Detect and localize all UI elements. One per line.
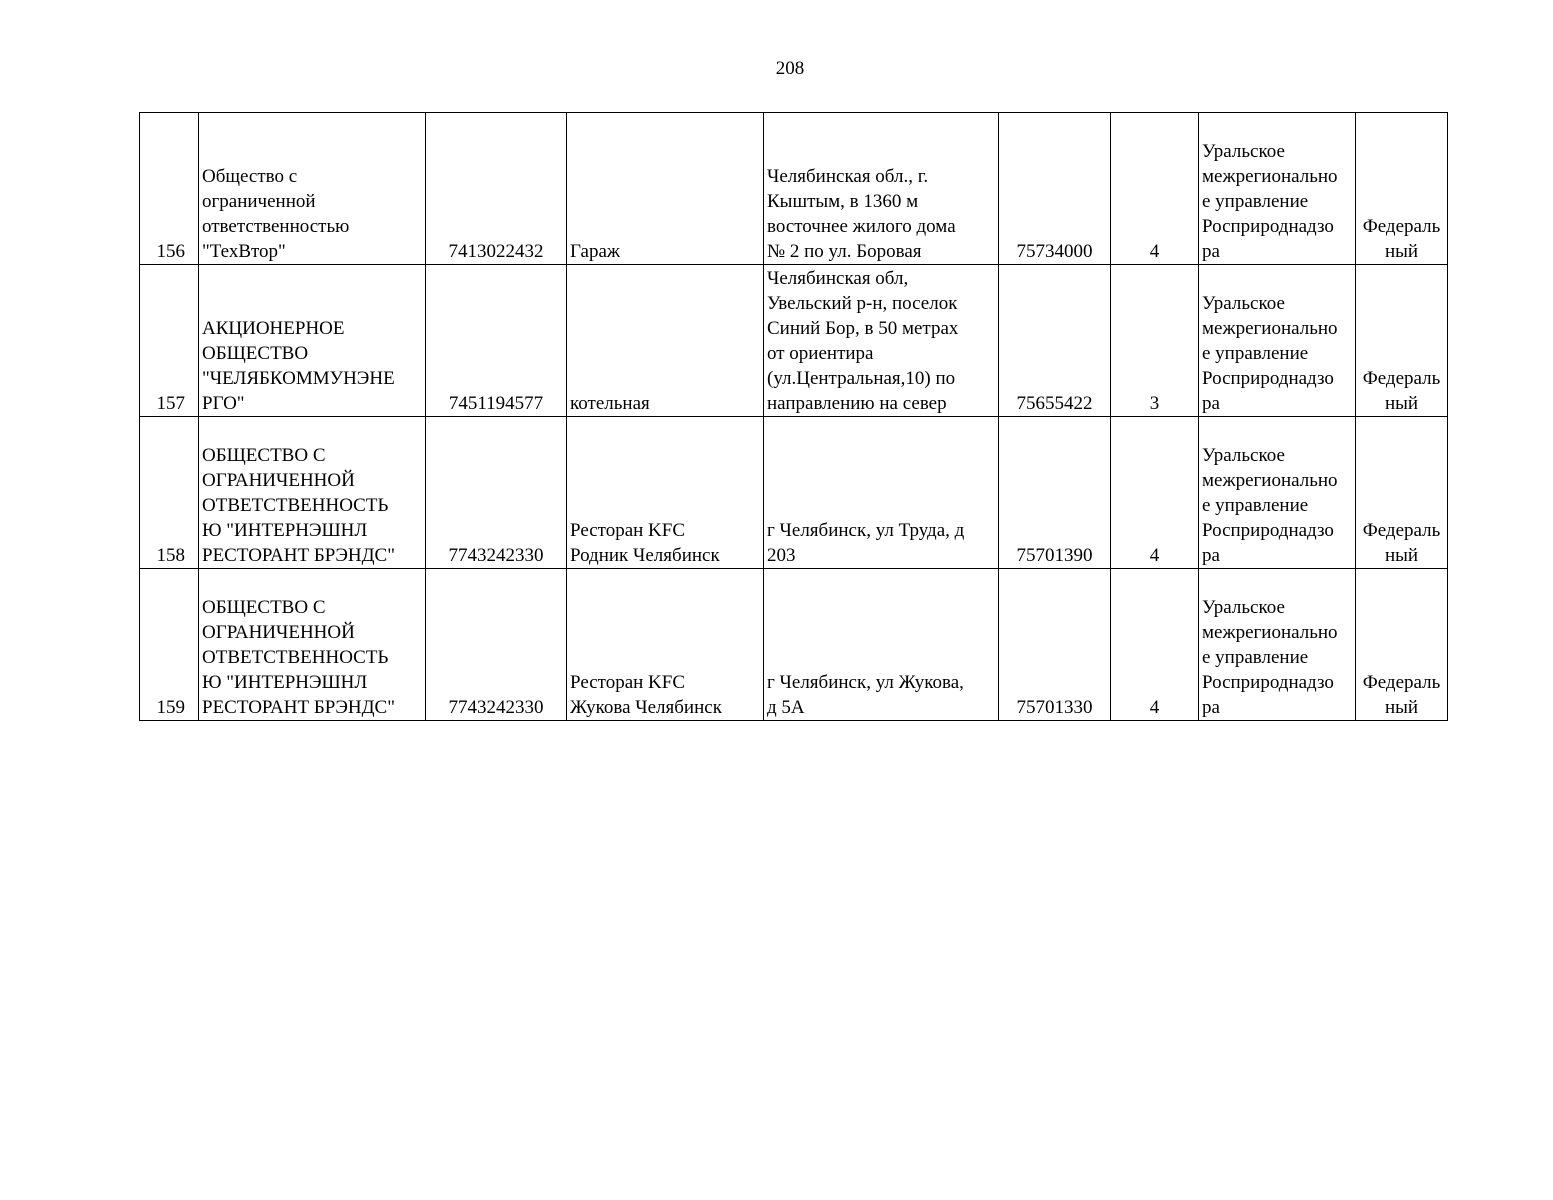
supervision-level: Федераль ный: [1356, 417, 1448, 569]
category: 4: [1111, 113, 1199, 265]
oktmo-code: 75655422: [999, 265, 1111, 417]
object-address: Челябинская обл, Увельский р-н, поселок Синий Бор, в 50 метрах от ориентира (ул.Центральная,10) по направлению на север: [764, 265, 999, 417]
supervision-level: Федераль ный: [1356, 113, 1448, 265]
table-row: [140, 569, 1448, 721]
category: 3: [1111, 265, 1199, 417]
registry-table: [139, 112, 1448, 721]
object-address: г Челябинск, ул Труда, д 203: [764, 417, 999, 569]
table-row: [140, 113, 1448, 265]
inn: 7413022432: [426, 113, 567, 265]
row-number: 159: [140, 569, 199, 721]
object-name: Гараж: [567, 113, 764, 265]
supervising-authority: Уральское межрегионально е управление Росприроднадзо ра: [1199, 417, 1356, 569]
category: 4: [1111, 417, 1199, 569]
supervision-level: Федераль ный: [1356, 569, 1448, 721]
inn: 7743242330: [426, 417, 567, 569]
table-row: [140, 265, 1448, 417]
organization-name: Общество с ограниченной ответственностью "ТехВтор": [199, 113, 426, 265]
supervising-authority: Уральское межрегионально е управление Росприроднадзо ра: [1199, 113, 1356, 265]
oktmo-code: 75701390: [999, 417, 1111, 569]
object-name: Ресторан KFC Родник Челябинск: [567, 417, 764, 569]
table-row: [140, 417, 1448, 569]
row-number: 156: [140, 113, 199, 265]
inn: 7451194577: [426, 265, 567, 417]
oktmo-code: 75734000: [999, 113, 1111, 265]
organization-name: АКЦИОНЕРНОЕ ОБЩЕСТВО "ЧЕЛЯБКОММУНЭНЕ РГО": [199, 265, 426, 417]
object-address: г Челябинск, ул Жукова, д 5А: [764, 569, 999, 721]
category: 4: [1111, 569, 1199, 721]
object-address: Челябинская обл., г. Кыштым, в 1360 м восточнее жилого дома № 2 по ул. Боровая: [764, 113, 999, 265]
organization-name: ОБЩЕСТВО С ОГРАНИЧЕННОЙ ОТВЕТСТВЕННОСТЬ Ю "ИНТЕРНЭШНЛ РЕСТОРАНТ БРЭНДС": [199, 569, 426, 721]
row-number: 157: [140, 265, 199, 417]
oktmo-code: 75701330: [999, 569, 1111, 721]
supervising-authority: Уральское межрегионально е управление Росприроднадзо ра: [1199, 569, 1356, 721]
page-number: 208: [775, 58, 805, 79]
object-name: Ресторан KFC Жукова Челябинск: [567, 569, 764, 721]
inn: 7743242330: [426, 569, 567, 721]
object-name: котельная: [567, 265, 764, 417]
supervising-authority: Уральское межрегионально е управление Росприроднадзо ра: [1199, 265, 1356, 417]
supervision-level: Федераль ный: [1356, 265, 1448, 417]
row-number: 158: [140, 417, 199, 569]
organization-name: ОБЩЕСТВО С ОГРАНИЧЕННОЙ ОТВЕТСТВЕННОСТЬ Ю "ИНТЕРНЭШНЛ РЕСТОРАНТ БРЭНДС": [199, 417, 426, 569]
